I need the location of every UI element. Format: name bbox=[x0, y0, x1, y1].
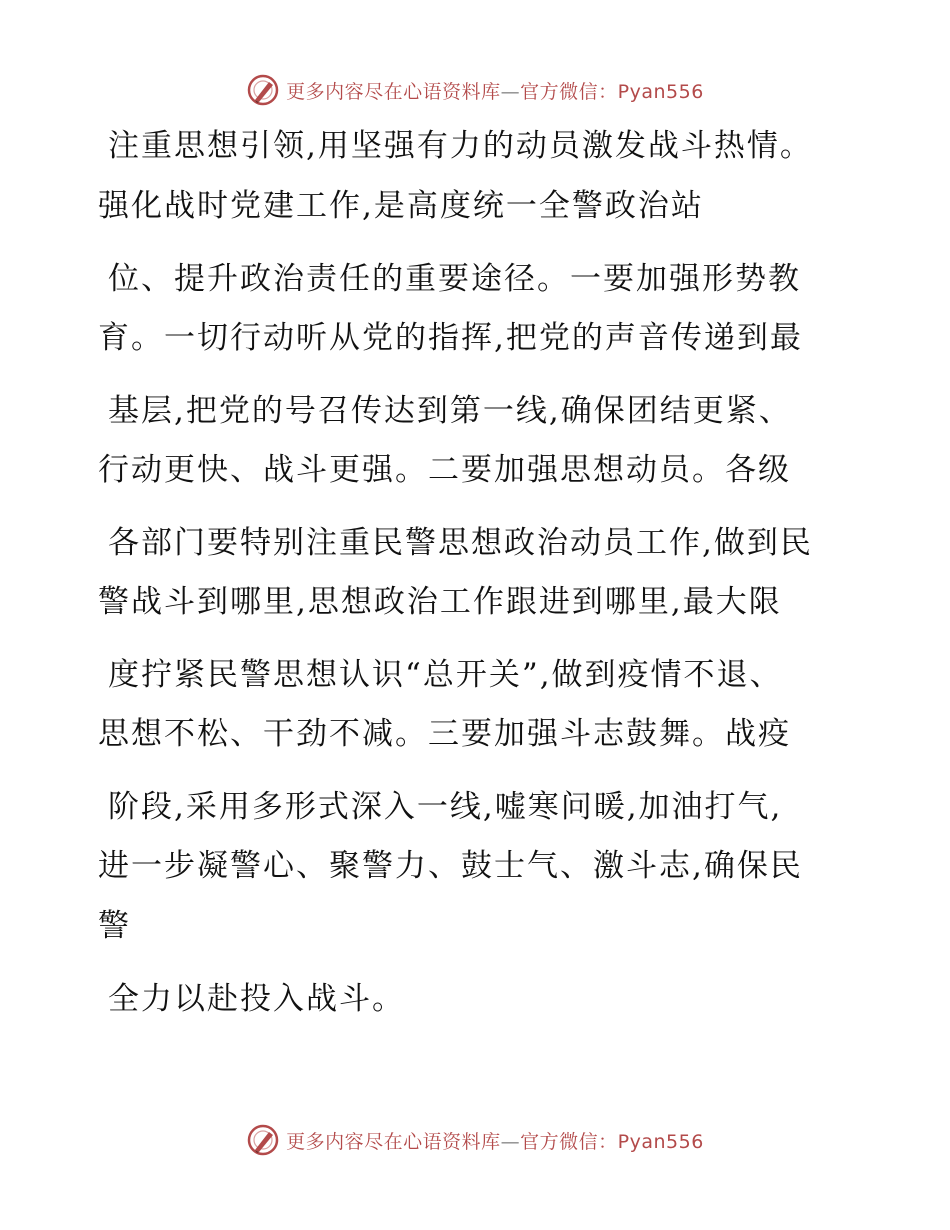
pen-logo-icon bbox=[246, 1123, 280, 1157]
body-line-8: 警战斗到哪里,思想政治工作跟进到哪里,最大限 bbox=[98, 584, 782, 620]
footer-lead: 更多内容尽在心语资料库 bbox=[286, 1130, 501, 1153]
body-line-3: 位、提升政治责任的重要途径。一要加强形势教 bbox=[108, 261, 801, 297]
body-line-1: 注重思想引领,用坚强有力的动员激发战斗热情。 bbox=[108, 128, 813, 164]
pen-logo-icon bbox=[246, 73, 280, 107]
body-line-6: 行动更快、战斗更强。二要加强思想动员。各级 bbox=[98, 452, 791, 488]
footer-text bbox=[286, 1127, 704, 1154]
header-banner bbox=[0, 70, 950, 110]
body-line-12: 进一步凝警心、聚警力、鼓士气、激斗志,确保民 bbox=[98, 848, 803, 884]
body-line-5: 基层,把党的号召传达到第一线,确保团结更紧、 bbox=[108, 393, 792, 429]
footer-contact: 官方微信：Pyan556 bbox=[520, 1130, 704, 1153]
body-line-14: 全力以赴投入战斗。 bbox=[108, 981, 405, 1017]
body-line-13: 警 bbox=[98, 908, 131, 944]
header-lead: 更多内容尽在心语资料库 bbox=[286, 80, 501, 103]
body-line-9: 度拧紧民警思想认识“总开关”,做到疫情不退、 bbox=[108, 657, 783, 693]
body-line-2: 强化战时党建工作,是高度统一全警政治站 bbox=[98, 188, 704, 224]
footer-banner bbox=[0, 1120, 950, 1160]
header-text bbox=[286, 77, 704, 104]
header-contact: 官方微信：Pyan556 bbox=[520, 80, 704, 103]
body-line-7: 各部门要特别注重民警思想政治动员工作,做到民 bbox=[108, 525, 813, 561]
footer-sep: — bbox=[500, 1130, 521, 1153]
body-line-10: 思想不松、干劲不减。三要加强斗志鼓舞。战疫 bbox=[98, 716, 791, 752]
body-line-11: 阶段,采用多形式深入一线,嘘寒问暖,加油打气, bbox=[108, 789, 783, 825]
body-line-4: 育。一切行动听从党的指挥,把党的声音传递到最 bbox=[98, 320, 803, 356]
header-sep: — bbox=[500, 80, 521, 103]
